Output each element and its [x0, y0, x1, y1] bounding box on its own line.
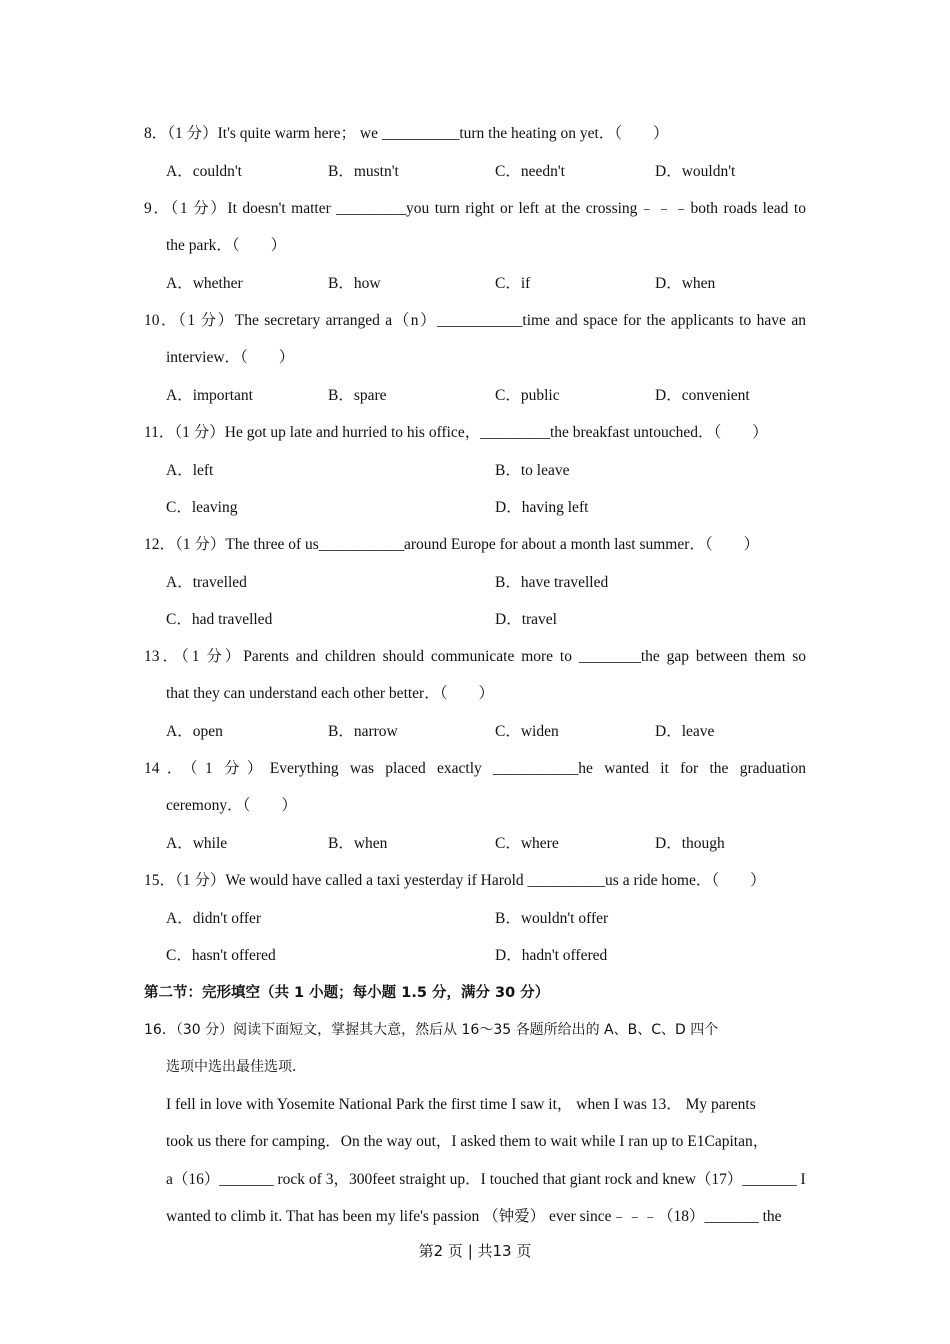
- option-d: D．though: [655, 835, 725, 852]
- option-c: C．leaving: [166, 499, 238, 516]
- option-d: D．when: [655, 275, 716, 292]
- option-c: C．had travelled: [166, 611, 273, 628]
- question-11-options-row2: [0, 498, 950, 518]
- question-14-stem: 14．（1 分）Everything was placed exactly ___________he wanted it for the graduation: [144, 760, 806, 777]
- question-15-options-row1: [0, 909, 950, 929]
- option-c: C．public: [495, 387, 560, 404]
- question-13-options: [0, 722, 950, 742]
- option-b: B．have travelled: [495, 574, 609, 591]
- question-16-instructions: 16．（30 分）阅读下面短文，掌握其大意，然后从 16～35 各题所给出的 A、B、C、D 四个: [144, 1022, 719, 1038]
- option-c: C．where: [495, 835, 559, 852]
- question-14-options: [0, 834, 950, 854]
- question-10-stem-cont: interview．（ ）: [166, 349, 295, 366]
- question-11-stem: 11．（1 分）He got up late and hurried to his office，_________the breakfast untouched．（ ）: [144, 424, 768, 441]
- question-12-options-row2: [0, 610, 950, 630]
- passage-line-3: a（16）_______ rock of 3，300feet straight up．I touched that giant rock and knew（17）_______ I: [166, 1171, 806, 1188]
- question-13-stem: 13．（1 分）Parents and children should communicate more to ________the gap between them so: [144, 648, 806, 665]
- question-9-stem: 9．（1 分）It doesn't matter _________you turn right or left at the crossing﹣﹣﹣both roads lead to: [144, 200, 806, 217]
- option-b: B．when: [328, 835, 388, 852]
- option-d: D．convenient: [655, 387, 750, 404]
- option-b: B．narrow: [328, 723, 398, 740]
- option-c: C．if: [495, 275, 531, 292]
- question-12-stem: 12．（1 分）The three of us___________around Europe for about a month last summer．（ ）: [144, 536, 760, 553]
- option-a: A．didn't offer: [166, 910, 262, 927]
- page-footer: 第2 页 | 共13 页: [418, 1242, 532, 1260]
- option-d: D．wouldn't: [655, 163, 736, 180]
- option-d: D．having left: [495, 499, 589, 516]
- option-c: C．hasn't offered: [166, 947, 276, 964]
- option-a: A．travelled: [166, 574, 247, 591]
- question-14-stem-cont: ceremony．（ ）: [166, 797, 297, 814]
- option-b: B．spare: [328, 387, 387, 404]
- option-a: A．while: [166, 835, 228, 852]
- option-c: C．widen: [495, 723, 559, 740]
- option-d: D．travel: [495, 611, 557, 628]
- option-b: B．to leave: [495, 462, 570, 479]
- option-a: A．couldn't: [166, 163, 242, 180]
- question-15-stem: 15．（1 分）We would have called a taxi yesterday if Harold __________us a ride home．（ ）: [144, 872, 766, 889]
- question-8-options: [0, 162, 950, 182]
- passage-line-1: I fell in love with Yosemite National Park the first time I saw it， when I was 13． My parents: [166, 1096, 756, 1113]
- question-16-instructions-cont: 选项中选出最佳选项．: [166, 1059, 306, 1075]
- option-a: A．whether: [166, 275, 243, 292]
- option-d: D．hadn't offered: [495, 947, 608, 964]
- question-13-stem-cont: that they can understand each other better．（ ）: [166, 685, 494, 702]
- section-2-title: 第二节：完形填空（共 1 小题；每小题 1.5 分，满分 30 分）: [144, 985, 550, 1001]
- option-a: A．left: [166, 462, 214, 479]
- option-b: B．wouldn't offer: [495, 910, 609, 927]
- passage-line-2: took us there for camping．On the way out，I asked them to wait while I ran up to E1Capitan，: [166, 1133, 769, 1150]
- option-d: D．leave: [655, 723, 715, 740]
- option-b: B．how: [328, 275, 381, 292]
- question-11-options-row1: [0, 461, 950, 481]
- question-8-stem: 8．（1 分）It's quite warm here； we __________turn the heating on yet．（ ）: [144, 125, 669, 142]
- question-15-options-row2: [0, 946, 950, 966]
- passage-line-4: wanted to climb it. That has been my life's passion （钟爱） ever since﹣﹣﹣（18）_______ the: [166, 1208, 782, 1225]
- question-12-options-row1: [0, 573, 950, 593]
- question-9-stem-cont: the park．（ ）: [166, 237, 287, 254]
- option-a: A．important: [166, 387, 253, 404]
- question-10-stem: 10．（1 分）The secretary arranged a（n）___________time and space for the applicants to have an: [144, 312, 806, 329]
- option-c: C．needn't: [495, 163, 565, 180]
- option-a: A．open: [166, 723, 223, 740]
- question-9-options: [0, 274, 950, 294]
- option-b: B．mustn't: [328, 163, 399, 180]
- question-10-options: [0, 386, 950, 406]
